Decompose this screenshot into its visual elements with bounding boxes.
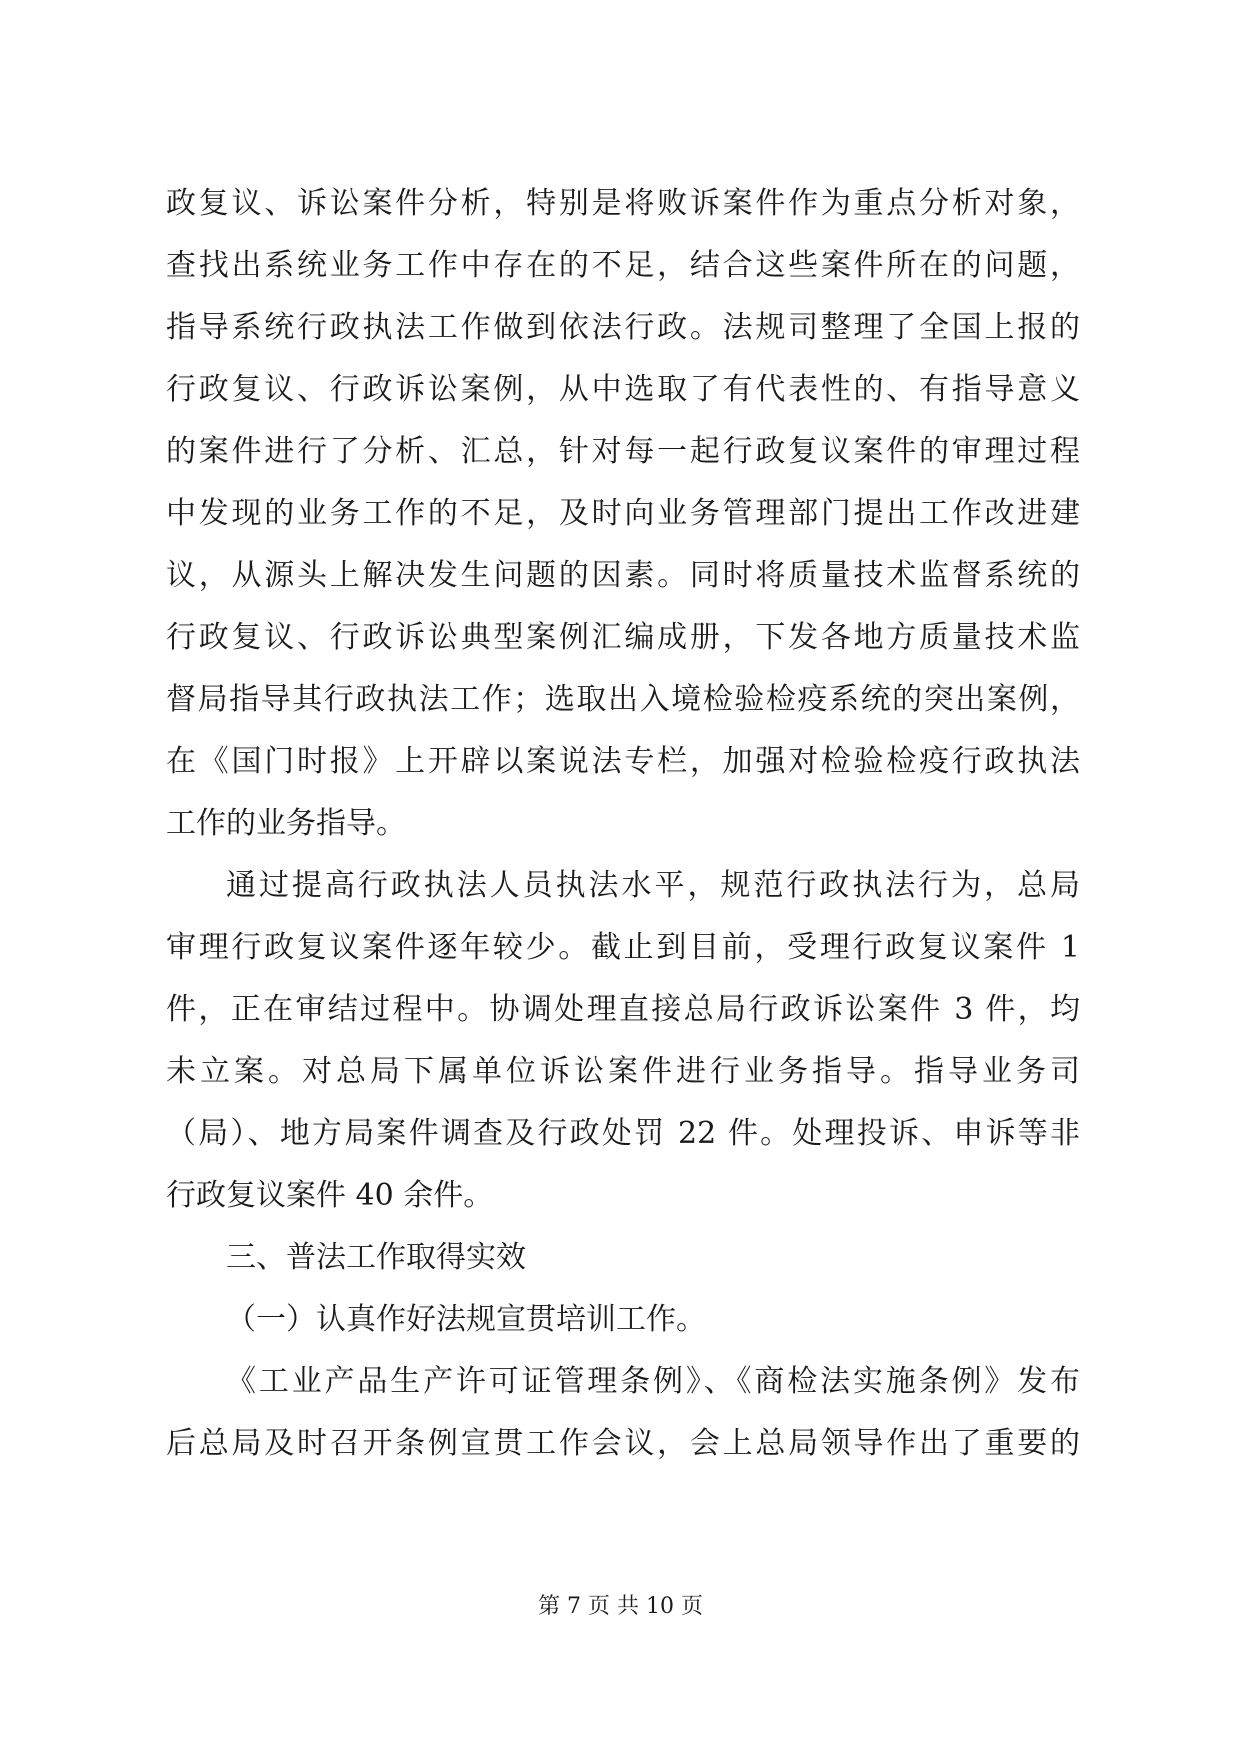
paragraph-line-10: 在《国门时报》上开辟以案说法专栏，加强对检验检疫行政执法: [166, 744, 1080, 779]
paragraph-line-1: 政复议、诉讼案件分析，特别是将败诉案件作为重点分析对象，: [166, 186, 1080, 221]
paragraph-line-15: 未立案。对总局下属单位诉讼案件进行业务指导。指导业务司: [166, 1054, 1080, 1089]
paragraph-line-4: 行政复议、行政诉讼案例，从中选取了有代表性的、有指导意义: [166, 372, 1080, 407]
paragraph-line-3: 指导系统行政执法工作做到依法行政。法规司整理了全国上报的: [166, 310, 1080, 345]
paragraph-line-7: 议，从源头上解决发生问题的因素。同时将质量技术监督系统的: [166, 558, 1080, 593]
paragraph-line-20: 《工业产品生产许可证管理条例》、《商检法实施条例》发布: [226, 1364, 1080, 1399]
paragraph-line-8: 行政复议、行政诉讼典型案例汇编成册，下发各地方质量技术监: [166, 620, 1080, 655]
subsection-heading: （一）认真作好法规宣贯培训工作。: [226, 1302, 706, 1337]
paragraph-line-13: 审理行政复议案件逐年较少。截止到目前，受理行政复议案件 1: [166, 930, 1080, 965]
section-heading: 三、普法工作取得实效: [226, 1240, 526, 1275]
paragraph-line-2: 查找出系统业务工作中存在的不足，结合这些案件所在的问题，: [166, 248, 1080, 283]
paragraph-line-5: 的案件进行了分析、汇总，针对每一起行政复议案件的审理过程: [166, 434, 1080, 469]
paragraph-line-12: 通过提高行政执法人员执法水平，规范行政执法行为，总局: [226, 868, 1080, 903]
paragraph-line-16: （局）、地方局案件调查及行政处罚 22 件。处理投诉、申诉等非: [166, 1116, 1080, 1151]
paragraph-line-11: 工作的业务指导。: [166, 806, 406, 841]
page-footer: 第 7 页 共 10 页: [538, 1594, 703, 1619]
paragraph-line-14: 件，正在审结过程中。协调处理直接总局行政诉讼案件 3 件，均: [166, 992, 1080, 1027]
paragraph-line-17: 行政复议案件 40 余件。: [166, 1178, 494, 1213]
paragraph-line-9: 督局指导其行政执法工作；选取出入境检验检疫系统的突出案例，: [166, 682, 1080, 717]
paragraph-line-21: 后总局及时召开条例宣贯工作会议，会上总局领导作出了重要的: [166, 1426, 1080, 1461]
paragraph-line-6: 中发现的业务工作的不足，及时向业务管理部门提出工作改进建: [166, 496, 1080, 531]
